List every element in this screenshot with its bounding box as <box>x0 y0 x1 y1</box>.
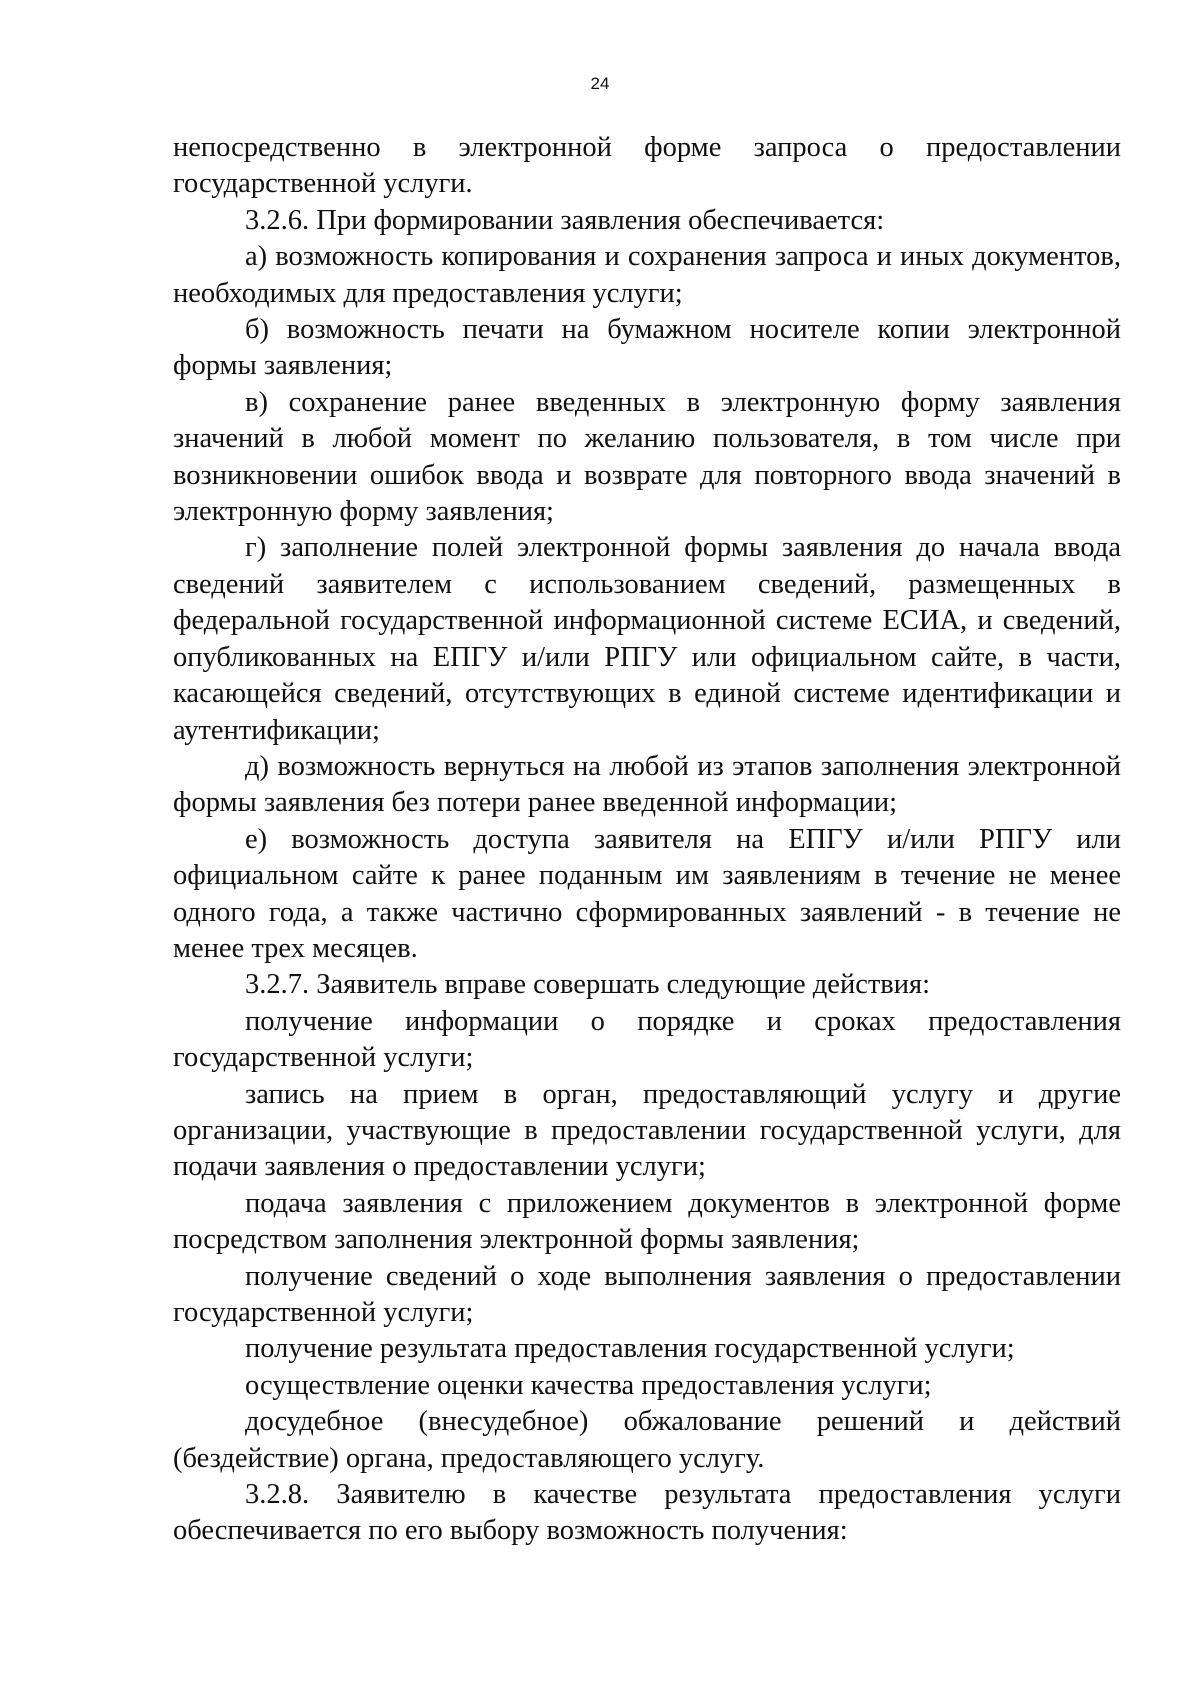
paragraph-action-status: получение сведений о ходе выполнения заявления о предоставлении государственной услуги; <box>173 1260 1121 1328</box>
paragraph-action-result: получение результата предоставления государственной услуги; <box>245 1333 1015 1365</box>
paragraph-action-appeal: досудебное (внесудебное) обжалование решений и действий (бездействие) органа, предоставляющего услугу. <box>173 1406 1121 1474</box>
paragraph-action-appointment: запись на прием в орган, предоставляющий услугу и другие организации, участвующие в предоставлении государственной услуги, для подачи заявления о предоставлении услуги; <box>173 1078 1121 1183</box>
paragraph-item-a: а) возможность копирования и сохранения запроса и иных документов, необходимых для предоставления услуги; <box>173 241 1121 309</box>
paragraph-item-b: б) возможность печати на бумажном носителе копии электронной формы заявления; <box>173 314 1121 382</box>
paragraph-section-3-2-8: 3.2.8. Заявителю в качестве результата предоставления услуги обеспечивается по его выбору возможность получения: <box>173 1479 1121 1547</box>
document-body <box>173 130 1121 1550</box>
paragraph-section-3-2-6: 3.2.6. При формировании заявления обеспечивается: <box>245 204 885 236</box>
paragraph-item-e: е) возможность доступа заявителя на ЕПГУ и/или РПГУ или официальном сайте к ранее поданным им заявлениям в течение не менее одного года, а также частично сформированных заявлений - в течение не менее трех месяцев. <box>173 823 1121 964</box>
paragraph-action-submission: подача заявления с приложением документов в электронной форме посредством заполнения электронной формы заявления; <box>173 1187 1121 1256</box>
paragraph-item-d: д) возможность вернуться на любой из этапов заполнения электронной формы заявления без потери ранее введенной информации; <box>173 750 1121 819</box>
paragraph-item-g: г) заполнение полей электронной формы заявления до начала ввода сведений заявителем с использованием сведений, размещенных в федеральной государственной информационной системе ЕСИА, и сведений, опубликованных на ЕПГУ и/или РПГУ или официальном сайте, в части, касающейся сведений, отсутствующих в единой системе идентификации и аутентификации; <box>173 532 1121 746</box>
paragraph-action-rating: осуществление оценки качества предоставления услуги; <box>245 1369 932 1401</box>
paragraph-action-info: получение информации о порядке и сроках предоставления государственной услуги; <box>173 1005 1121 1074</box>
paragraph-continuation: непосредственно в электронной форме запроса о предоставлении государственной услуги. <box>173 132 1121 200</box>
paragraph-item-v: в) сохранение ранее введенных в электронную форму заявления значений в любой момент по желанию пользователя, в том числе при возникновении ошибок ввода и возврате для повторного ввода значений в электронную форму заявления; <box>173 386 1121 528</box>
paragraph-section-3-2-7: 3.2.7. Заявитель вправе совершать следующие действия: <box>245 969 931 1001</box>
page-number: 24 <box>590 74 610 93</box>
